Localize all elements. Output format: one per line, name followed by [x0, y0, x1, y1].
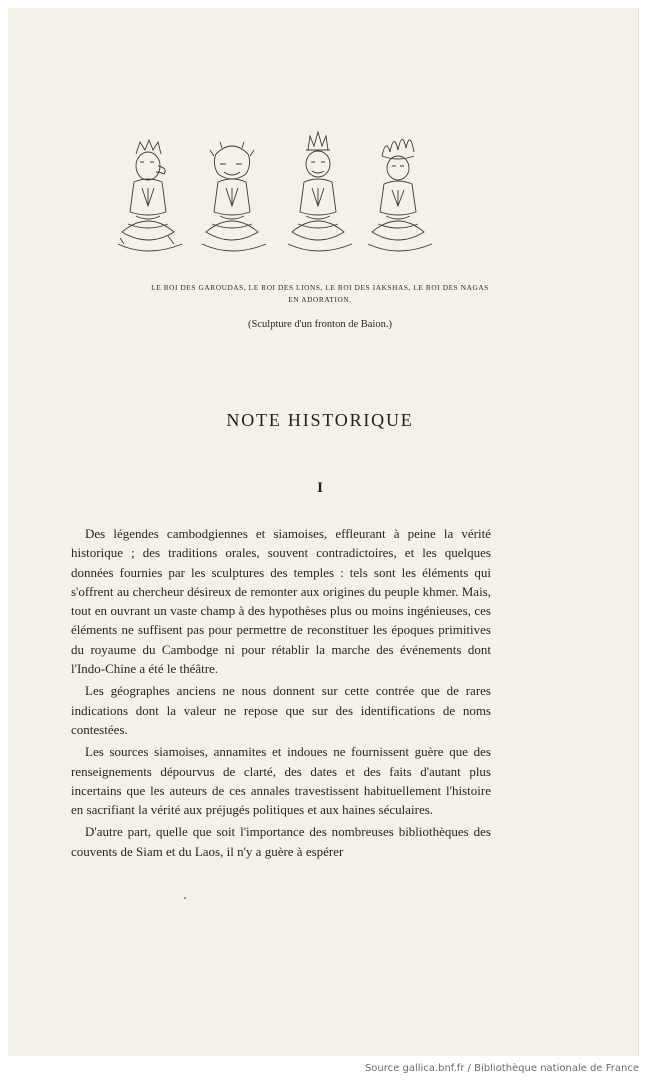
figure-source-caption: (Sculpture d'un fronton de Baion.)	[248, 319, 392, 330]
paragraph: Les géographes anciens ne nous donnent sur cette contrée que de rares indications dont la valeur ne repose que sur des identifications de noms contestées.	[71, 683, 491, 737]
figure-caption	[60, 282, 580, 306]
garuda-king-figure	[118, 140, 182, 251]
paragraph: Des légendes cambodgiennes et siamoises, effleurant à peine la vérité historique ; des traditions orales, souvent contradictoires, et les quelques données fournies par les sculptures des temples : tels sont les éléments qui s'offrent au chercheur désireux de remonter aux origines du peuple khmer. Mais, tout en ouvrant un vaste champ à des hypothèses plus ou moins ingénieuses, ces éléments ne suffisent pas pour permettre de reconstituer les époques primitives du royaume du Cambodge ni pour rétablir la marche des événements dont l'Indo-Chine a été le théâtre.	[71, 526, 491, 677]
figure-caption-line1: LE ROI DES GAROUDAS, LE ROI DES LIONS, LE ROI DES IAKSHAS, LE ROI DES NAGAS	[151, 283, 489, 292]
page-speck	[184, 897, 186, 899]
four-kings-engraving	[108, 126, 438, 284]
source-footer: Source gallica.bnf.fr / Bibliothèque nationale de France	[364, 1063, 639, 1074]
yaksha-king-figure	[288, 132, 352, 251]
lion-king-figure	[202, 142, 266, 251]
chapter-title: NOTE HISTORIQUE	[226, 410, 414, 430]
section-number: I	[317, 480, 323, 496]
figure-caption-line2: EN ADORATION.	[288, 295, 352, 304]
paragraph: D'autre part, quelle que soit l'importance des nombreuses bibliothèques des couvents de Siam et du Laos, il n'y a guère à espérer	[71, 824, 491, 859]
body-text	[71, 524, 491, 861]
sculpture-illustration	[108, 126, 438, 284]
naga-king-figure	[368, 139, 432, 251]
paragraph: Les sources siamoises, annamites et indoues ne fournissent guère que des renseignements dépourvus de clarté, des dates et des faits d'autant plus incertains que les auteurs de ces annales travestissent habituellement l'histoire en sacrifiant la vérité aux préjugés politiques et aux haines séculaires.	[71, 744, 491, 818]
